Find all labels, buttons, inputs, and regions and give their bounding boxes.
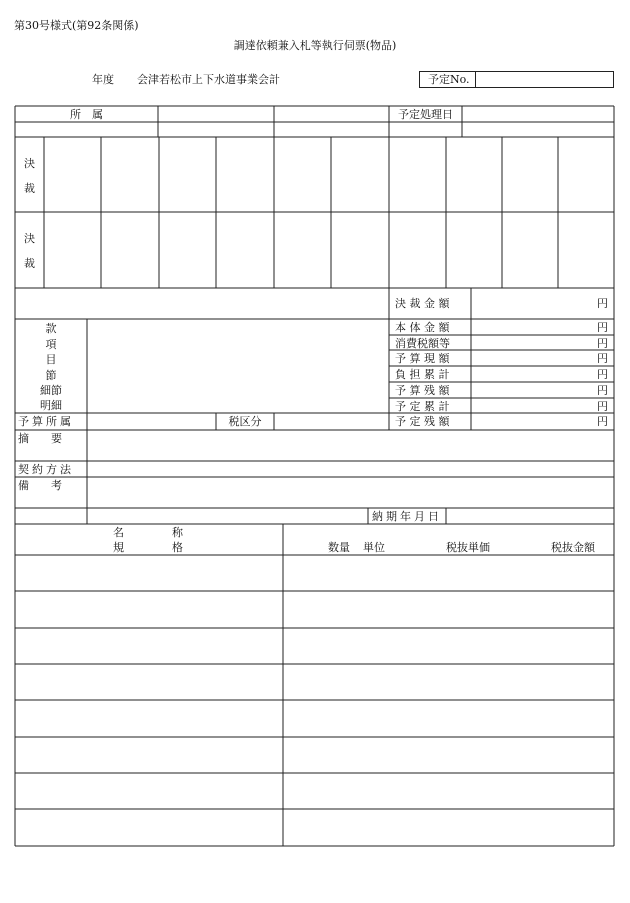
yen-5: 円	[597, 384, 608, 397]
budget-affiliation-label: 予算所属	[18, 415, 74, 428]
approval-label-2b: 裁	[24, 257, 35, 270]
yen-decision: 円	[597, 297, 608, 310]
year-label: 年度	[92, 73, 114, 86]
approval-label-1b: 裁	[24, 182, 35, 195]
amount-label-body: 本 体 金 額	[395, 321, 450, 334]
budget-item-kan: 款	[45, 322, 57, 335]
decision-amount-label: 決 裁 金 額	[395, 297, 450, 310]
amount-label-planned-total: 予 定 累 計	[395, 400, 450, 413]
account-name: 会津若松市上下水道事業会計	[137, 73, 280, 86]
unit-price-label: 税抜単価	[446, 541, 490, 554]
budget-item-saisetsu: 細節	[40, 384, 62, 397]
yen-4: 円	[597, 368, 608, 381]
quantity-label: 数量	[328, 541, 350, 554]
amount-label-budget-current: 予 算 現 額	[395, 352, 450, 365]
name-label-1: 名	[113, 526, 124, 539]
unit-label: 単位	[363, 541, 385, 554]
yen-7: 円	[597, 415, 608, 428]
amount-label: 税抜金額	[551, 541, 595, 554]
scheduled-date-field[interactable]	[465, 108, 611, 121]
yen-6: 円	[597, 400, 608, 413]
summary-label: 摘 要	[18, 432, 62, 445]
form-number: 第30号様式(第92条関係)	[14, 19, 139, 32]
spec-label-2: 格	[172, 541, 183, 554]
name-label-2: 称	[172, 526, 183, 539]
affiliation-label: 所 属	[70, 108, 103, 121]
budget-item-meisai: 明細	[40, 399, 62, 412]
amount-label-budget-remaining: 予 算 残 額	[395, 384, 450, 397]
spec-label-1: 規	[113, 541, 124, 554]
form-title: 調達依頼兼入札等執行伺票(物品)	[233, 39, 397, 52]
delivery-date-label: 納期年月日	[372, 510, 442, 523]
budget-item-moku: 目	[45, 353, 57, 366]
scheduled-date-label: 予定処理日	[398, 108, 453, 121]
yen-1: 円	[597, 321, 608, 334]
amount-label-planned-remaining: 予 定 残 額	[395, 415, 450, 428]
amount-label-burden-total: 負 担 累 計	[395, 368, 450, 381]
budget-item-kou: 項	[45, 338, 57, 351]
contract-method-label: 契約方法	[18, 463, 74, 476]
approval-label-1a: 決	[24, 157, 35, 170]
amount-label-tax: 消費税額等	[395, 337, 450, 350]
budget-item-setsu: 節	[45, 369, 57, 382]
remarks-label: 備 考	[18, 479, 62, 492]
plan-no-label: 予定No.	[428, 73, 470, 86]
approval-label-2a: 決	[24, 232, 35, 245]
tax-category-label: 税区分	[228, 415, 262, 428]
yen-3: 円	[597, 352, 608, 365]
yen-2: 円	[597, 337, 608, 350]
